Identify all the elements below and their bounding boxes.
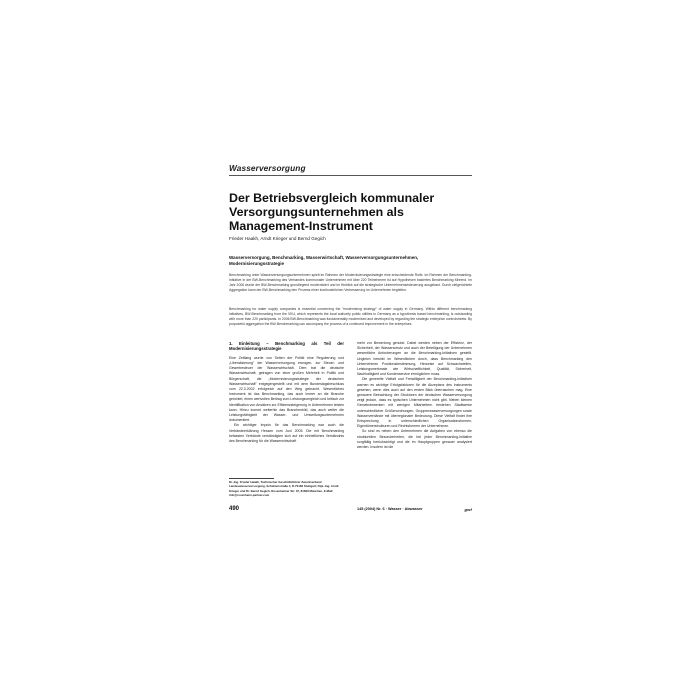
- article-keywords: Wasserversorgung, Benchmarking, Wasserwirtschaft, Wasserversorgungsunternehmen, Modernisierungsstrategie: [229, 255, 419, 266]
- section-heading: 1. Einleitung – Benchmarking als Teil der Modernisierungsstrategie: [229, 341, 344, 352]
- page-number: 490: [229, 506, 240, 512]
- journal-reference: 145 (2004) Nr. 6 · Wasser · Abwasser: [357, 507, 423, 511]
- page-footer: [229, 506, 472, 516]
- body-paragraph: Eine Zeitlang wurde von Seiten der Politik eine Regulierung und „Liberalisierung" der Wasserversorgung erwogen, zur Steuer- und Gewerbesteuer der Wasserwirtschaft. Dem trat die deutsche Wasserwirtschaft, getragen von einer großen Mehrheit in Politik und Bürgerschaft, die „Modernisierungsstrategie der deutschen Wasserwirtschaft" entgegengestellt und mit dem Bundestagsbeschluss vom 22.3.2002 erfolgreich auf den Weg gebracht. Wesentliches Instrument ist das Benchmarking, das auch immer an die Branche gerichtet, einen wertvollen Beitrag zum Leistungsvergleich und kritisch zur Identifikation von Ansätzen zur Effizienzsteigerung in Unternehmen leisten kann. Hinzu kommt weiterhin das Branchenbild, das auch weiter die Leistungsfähigkeit der Wasser- und Umweltungsunternehmen dokumentiert.: [229, 355, 344, 423]
- abstract-english: Benchmarking for water supply companies is essential concerning the "modernising strategy" of water supply in Germany. Within different benchmarking initiatives, BW-Benchmarking from the VKU, which represents the local authority public utilities in Germany as a hypothesis based benchmarking, is outstanding with more than 220 participants. In 2006 BW-Benchmarking was fundamentally modernised and developed by regarding the strategic enterprise controlsheets. By purposeful aggregation the BW-Benchmarking can accompany the process of a continued improvement in the enterprises.: [229, 307, 472, 326]
- rubric-label: Wasserversorgung: [229, 163, 306, 173]
- article-title: Der Betriebsvergleich kommunaler Versorgungsunternehmen als Management-Instrument: [229, 191, 435, 234]
- body-paragraph: So sind es neben den Unternehmen die Aufgaben von ebenso die strukturellen Besonderheiten, die bei jeder Benchmarking-Initiative sorgfältig berücksichtigt und die im Hauptgruppen genauer analysiert werden. Insofern ist die: [357, 429, 472, 450]
- footnote-rule: [229, 478, 274, 479]
- body-paragraph: mehr zur Bewertung genutzt. Dabei werden neben der Effizienz, der Sicherheit, der Wasserschutz und auch der Beteiligung der Unternehmen wesentliche Anforderungen an die Benchmarking-Initiativen gestellt. Ungleich bewirkt im Wesentlichen durch, dass Benchmarking den Unternehmen Positionsbestimmung, Hinweise auf Schwachstellen, Leistungsmerkmale wie Wirtschaftlichkeit, Qualität, Sicherheit, Nachhaltigkeit und Kundenservice ermöglichen muss.: [357, 341, 472, 377]
- abstract-german: Benchmarking unter Wasserversorgungsunternehmen spielt im Rahmen der Modernisierungsstrategie eine entscheidende Rolle. Im Rahmen der Benchmarking-Initiative in der BW-Benchmarking des Verbandes kommunaler Unternehmen mit über 220 Teilnehmern ist auf Hypothesen basiertes Benchmarking führend. Im Jahr 2006 wurde der BW-Benchmarking grundlegend modernisiert und im Hinblick auf die strategische Unternehmensesteuerung ausgebaut. Durch zielgerichtete Aggregation kann der BW-Benchmarking den Prozess einer kontinuierlichen Verbesserung im Unternehmen begleiten.: [229, 273, 472, 292]
- article-authors: Frieder Haakh, Arndt Krieger und Bernd Gegich: [229, 236, 326, 241]
- journal-logo: gwf: [464, 507, 472, 512]
- article-page: [229, 163, 472, 538]
- right-column: [357, 341, 472, 450]
- body-paragraph: Die generelle Vielfalt und Freiwilligkeit der Benchmarking-Initiativen warnen es wichtige Erfolgsfaktoren für die Akzeptanz des Instruments gesehen, wenn dies auch auf den ersten Blick überraschen mag. Eine genauere Betrachtung der Strukturen der deutschen Wasserversorgung zeigt jedoch, dass es typischen Unternehmen nicht gibt. Neben kleinen Gemeindewerken mit wenigen Mitarbeitern bestehen Stadtwerke unterschiedlicher Größenordnungen, Gruppenwasserversorgungen sowie Wasserverbände mit überregionaler Bedeutung. Diese Vielfalt findet ihre Entsprechung in unterschiedlichen Organisationsformen, Eigentümerstrukturen und Rechtsformen der Unternehmen.: [357, 377, 472, 429]
- body-paragraph: Ein wichtiger Impuls für das Benchmarking war auch die Verbändeerklärung Hessen vom Juni 2005. Die mit Benchmarking befassten Verbände verständigten sich auf ein einheitliches Verständnis des Benchmarking für die Wasserwirtschaft: [229, 423, 344, 444]
- author-footnote: Dr.-Ing. Frieder Haakh, Technischer Geschäftsführer Zweckverband Landeswasserversorgung, Schützenstraße 4, D-70182 Stuttgart; Dipl.-Ing. Arndt Krieger und Dr. Bernd Gegich, Rosenheimer Str. 37, 81669 München, E-Mail: info@rosenheim-partner.com: [229, 480, 339, 497]
- left-column: [229, 341, 344, 444]
- rubric-rule: [229, 175, 472, 176]
